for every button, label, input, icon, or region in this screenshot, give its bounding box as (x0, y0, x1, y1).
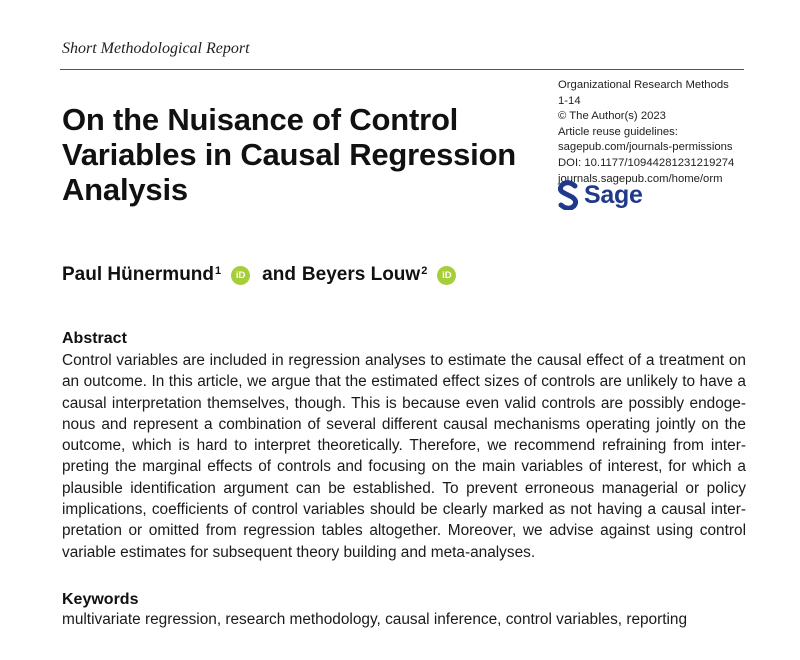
abstract-heading: Abstract (62, 330, 127, 347)
sage-s-icon (558, 180, 578, 210)
affiliation-mark-1: 1 (215, 265, 222, 277)
author-line (62, 264, 456, 286)
reuse-guidelines-label: Article reuse guidelines: (558, 125, 678, 138)
abstract-line: outcome, which is hard to interpret theoretically. Therefore, we recommend refraining from inter- (62, 437, 746, 455)
page-range: 1-14 (558, 94, 581, 107)
header-rule (60, 69, 744, 70)
orcid-icon[interactable]: iD (231, 266, 250, 285)
orcid-icon[interactable]: iD (437, 266, 456, 285)
author-name-1[interactable]: Paul Hünermund (62, 264, 215, 285)
abstract-line: an outcome. In this article, we argue that the estimated effect sizes of controls are unlikely to have a (62, 373, 746, 391)
sage-logo[interactable] (558, 180, 643, 210)
abstract-line: variable estimates for subsequent theory building and meta-analyses. (62, 543, 536, 561)
permissions-link[interactable]: sagepub.com/journals-permissions (558, 141, 733, 154)
journal-meta (558, 78, 768, 187)
journal-name: Organizational Research Methods (558, 79, 729, 91)
abstract-line: pretation or omitted from regression tables altogether. Moreover, we advise against using control (62, 522, 746, 540)
journal-home-link[interactable]: journals.sagepub.com/home/orm (558, 172, 723, 185)
keywords-text: multivariate regression, research methodology, causal inference, control variables, reporting (62, 611, 688, 628)
article-title: On the Nuisance of Control Variables in Causal Regression Analysis (62, 102, 517, 207)
author-connector: and (262, 264, 296, 285)
abstract-line: preting the marginal effects of controls and focusing on the main variables of interest, for which a (62, 458, 746, 476)
abstract-line: nous and represent a combination of several different causal mechanisms operating jointly on the (62, 415, 746, 433)
section-label: Short Methodological Report (62, 40, 250, 57)
doi-link[interactable]: DOI: 10.1177/10944281231219274 (558, 156, 735, 169)
author-name-2[interactable]: Beyers Louw (301, 264, 421, 285)
abstract-text (62, 350, 746, 563)
abstract-line: causal interpretation themselves, though. This is because even valid controls are possibly endoge- (62, 394, 746, 412)
abstract-line: implications, coefficients of control variables should be clearly marked as not having a causal inter- (62, 501, 746, 519)
sage-wordmark: Sage (584, 181, 643, 209)
affiliation-mark-2: 2 (421, 265, 428, 277)
keywords-heading: Keywords (62, 591, 139, 608)
abstract-line: Control variables are included in regression analyses to estimate the causal effect of a treatment on (62, 352, 746, 369)
abstract-line: plausible identification argument can be established. To prevent erroneous managerial or policy (62, 479, 746, 497)
copyright: © The Author(s) 2023 (558, 110, 666, 123)
